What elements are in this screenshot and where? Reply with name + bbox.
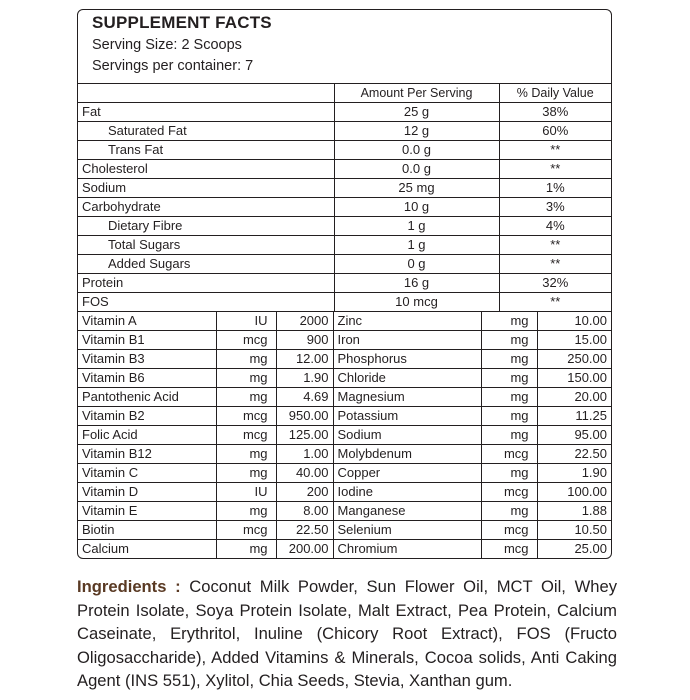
micronutrient-row	[78, 502, 611, 521]
nutrient-row	[78, 274, 611, 293]
nutrient-name: Fat	[78, 103, 334, 122]
micronutrient-unit: mcg	[481, 445, 537, 464]
header-amount: Amount Per Serving	[334, 84, 499, 103]
micronutrient-value: 22.50	[276, 521, 333, 540]
micronutrient-unit: mcg	[481, 521, 537, 540]
micronutrient-row	[78, 388, 611, 407]
header-daily-value: % Daily Value	[499, 84, 611, 103]
nutrient-row	[78, 236, 611, 255]
micronutrient-name: Folic Acid	[78, 426, 216, 445]
micronutrient-row	[78, 445, 611, 464]
micronutrient-unit: mg	[216, 369, 276, 388]
micronutrient-unit: mg	[481, 331, 537, 350]
micronutrient-row	[78, 540, 611, 559]
micronutrient-name: Vitamin B6	[78, 369, 216, 388]
nutrient-name: Cholesterol	[78, 160, 334, 179]
nutrient-name: Saturated Fat	[78, 122, 334, 141]
nutrient-table-header	[78, 84, 611, 103]
nutrient-row	[78, 103, 611, 122]
micronutrient-value: 1.90	[276, 369, 333, 388]
nutrient-daily-value: 38%	[499, 103, 611, 122]
nutrient-row	[78, 217, 611, 236]
micronutrient-value: 11.25	[537, 407, 611, 426]
micronutrient-name: Potassium	[333, 407, 481, 426]
ingredients-text: Coconut Milk Powder, Sun Flower Oil, MCT Oil, Whey Protein Isolate, Soya Protein Isolate, Malt Extract, Pea Protein, Calcium Caseinate, Erythritol, Inuline (Chicory Root Extract), FOS (Fructo Oligosaccharide), Added Vitamins & Minerals, Cocoa solids, Anti Caking Agent (INS 551), Xylitol, Chia Seeds, Stevia, Xanthan gum.	[77, 577, 617, 690]
nutrient-amount: 1 g	[334, 236, 499, 255]
micronutrient-value: 250.00	[537, 350, 611, 369]
nutrient-row	[78, 122, 611, 141]
nutrient-daily-value: 4%	[499, 217, 611, 236]
micronutrient-value: 125.00	[276, 426, 333, 445]
micronutrient-value: 1.88	[537, 502, 611, 521]
servings-per-container: Servings per container: 7	[92, 58, 254, 74]
micronutrient-row	[78, 483, 611, 502]
micronutrient-row	[78, 426, 611, 445]
micronutrient-row	[78, 312, 611, 331]
micronutrient-unit: IU	[216, 312, 276, 331]
micronutrient-name: Vitamin B1	[78, 331, 216, 350]
micronutrient-value: 40.00	[276, 464, 333, 483]
micronutrient-unit: mcg	[216, 521, 276, 540]
micronutrient-unit: mg	[216, 502, 276, 521]
micronutrient-name: Copper	[333, 464, 481, 483]
micronutrient-value: 8.00	[276, 502, 333, 521]
micronutrient-value: 12.00	[276, 350, 333, 369]
nutrient-name: Dietary Fibre	[78, 217, 334, 236]
ingredients-statement	[77, 575, 617, 693]
nutrient-name: FOS	[78, 293, 334, 312]
micronutrient-name: Vitamin B12	[78, 445, 216, 464]
micronutrient-unit: mg	[481, 407, 537, 426]
micronutrient-value: 10.50	[537, 521, 611, 540]
micronutrient-name: Vitamin B2	[78, 407, 216, 426]
micronutrient-name: Selenium	[333, 521, 481, 540]
nutrient-amount: 0.0 g	[334, 141, 499, 160]
nutrient-row	[78, 160, 611, 179]
nutrient-row	[78, 255, 611, 274]
micronutrient-value: 100.00	[537, 483, 611, 502]
micronutrient-name: Pantothenic Acid	[78, 388, 216, 407]
nutrient-daily-value: 60%	[499, 122, 611, 141]
nutrient-daily-value: **	[499, 160, 611, 179]
nutrient-daily-value: 3%	[499, 198, 611, 217]
micronutrient-value: 95.00	[537, 426, 611, 445]
micronutrient-unit: mg	[481, 350, 537, 369]
micronutrient-name: Vitamin C	[78, 464, 216, 483]
micronutrient-value: 200.00	[276, 540, 333, 559]
micronutrient-unit: mg	[481, 502, 537, 521]
micronutrient-unit: mg	[216, 464, 276, 483]
micronutrient-name: Chloride	[333, 369, 481, 388]
micronutrient-name: Chromium	[333, 540, 481, 559]
micronutrient-name: Vitamin B3	[78, 350, 216, 369]
nutrient-daily-value: **	[499, 255, 611, 274]
micronutrient-name: Iron	[333, 331, 481, 350]
micronutrient-value: 2000	[276, 312, 333, 331]
nutrient-daily-value: **	[499, 236, 611, 255]
nutrient-amount: 12 g	[334, 122, 499, 141]
micronutrient-unit: mg	[481, 388, 537, 407]
micronutrient-unit: mcg	[481, 483, 537, 502]
micronutrient-name: Phosphorus	[333, 350, 481, 369]
micronutrient-value: 150.00	[537, 369, 611, 388]
micronutrient-unit: mg	[216, 388, 276, 407]
supplement-facts-panel	[77, 9, 612, 559]
micronutrient-value: 15.00	[537, 331, 611, 350]
micronutrient-row	[78, 350, 611, 369]
micronutrient-row	[78, 369, 611, 388]
nutrient-name: Total Sugars	[78, 236, 334, 255]
ingredients-label: Ingredients :	[77, 577, 181, 596]
nutrient-amount: 10 mcg	[334, 293, 499, 312]
micronutrient-unit: mg	[481, 426, 537, 445]
micronutrient-value: 900	[276, 331, 333, 350]
micronutrient-name: Biotin	[78, 521, 216, 540]
nutrient-amount: 25 g	[334, 103, 499, 122]
nutrient-name: Carbohydrate	[78, 198, 334, 217]
nutrient-amount: 16 g	[334, 274, 499, 293]
nutrient-row	[78, 198, 611, 217]
micronutrient-value: 25.00	[537, 540, 611, 559]
micronutrient-unit: mg	[481, 464, 537, 483]
micronutrient-row	[78, 407, 611, 426]
micronutrient-name: Iodine	[333, 483, 481, 502]
nutrient-amount: 0.0 g	[334, 160, 499, 179]
micronutrient-unit: mcg	[216, 331, 276, 350]
micronutrient-unit: IU	[216, 483, 276, 502]
nutrient-name: Trans Fat	[78, 141, 334, 160]
micronutrient-value: 22.50	[537, 445, 611, 464]
micronutrient-unit: mcg	[481, 540, 537, 559]
micronutrient-value: 1.90	[537, 464, 611, 483]
nutrient-name: Protein	[78, 274, 334, 293]
micronutrient-value: 4.69	[276, 388, 333, 407]
micronutrient-name: Vitamin A	[78, 312, 216, 331]
micronutrient-unit: mg	[216, 540, 276, 559]
micronutrient-name: Manganese	[333, 502, 481, 521]
micronutrient-value: 950.00	[276, 407, 333, 426]
micronutrient-name: Magnesium	[333, 388, 481, 407]
nutrient-daily-value: 32%	[499, 274, 611, 293]
micronutrient-unit: mg	[481, 369, 537, 388]
nutrient-table	[78, 83, 611, 312]
micronutrient-table-body	[78, 312, 611, 559]
micronutrient-name: Zinc	[333, 312, 481, 331]
micronutrient-name: Molybdenum	[333, 445, 481, 464]
micronutrient-unit: mg	[216, 445, 276, 464]
micronutrient-unit: mg	[216, 350, 276, 369]
micronutrient-unit: mg	[481, 312, 537, 331]
micronutrient-row	[78, 521, 611, 540]
nutrient-daily-value: 1%	[499, 179, 611, 198]
panel-title: SUPPLEMENT FACTS	[92, 13, 272, 32]
nutrient-name: Sodium	[78, 179, 334, 198]
micronutrient-value: 1.00	[276, 445, 333, 464]
micronutrient-name: Vitamin E	[78, 502, 216, 521]
micronutrient-row	[78, 464, 611, 483]
nutrient-amount: 1 g	[334, 217, 499, 236]
nutrient-name: Added Sugars	[78, 255, 334, 274]
serving-size: Serving Size: 2 Scoops	[92, 37, 242, 53]
micronutrient-table	[78, 311, 611, 558]
micronutrient-row	[78, 331, 611, 350]
nutrient-row	[78, 141, 611, 160]
nutrient-amount: 10 g	[334, 198, 499, 217]
micronutrient-name: Calcium	[78, 540, 216, 559]
nutrient-table-body	[78, 84, 611, 312]
nutrient-amount: 25 mg	[334, 179, 499, 198]
nutrient-row	[78, 179, 611, 198]
nutrient-daily-value: **	[499, 141, 611, 160]
micronutrient-unit: mcg	[216, 426, 276, 445]
header-blank	[78, 84, 334, 103]
nutrient-amount: 0 g	[334, 255, 499, 274]
micronutrient-unit: mcg	[216, 407, 276, 426]
nutrient-daily-value: **	[499, 293, 611, 312]
micronutrient-value: 20.00	[537, 388, 611, 407]
micronutrient-value: 10.00	[537, 312, 611, 331]
nutrient-row	[78, 293, 611, 312]
micronutrient-value: 200	[276, 483, 333, 502]
micronutrient-name: Sodium	[333, 426, 481, 445]
micronutrient-name: Vitamin D	[78, 483, 216, 502]
